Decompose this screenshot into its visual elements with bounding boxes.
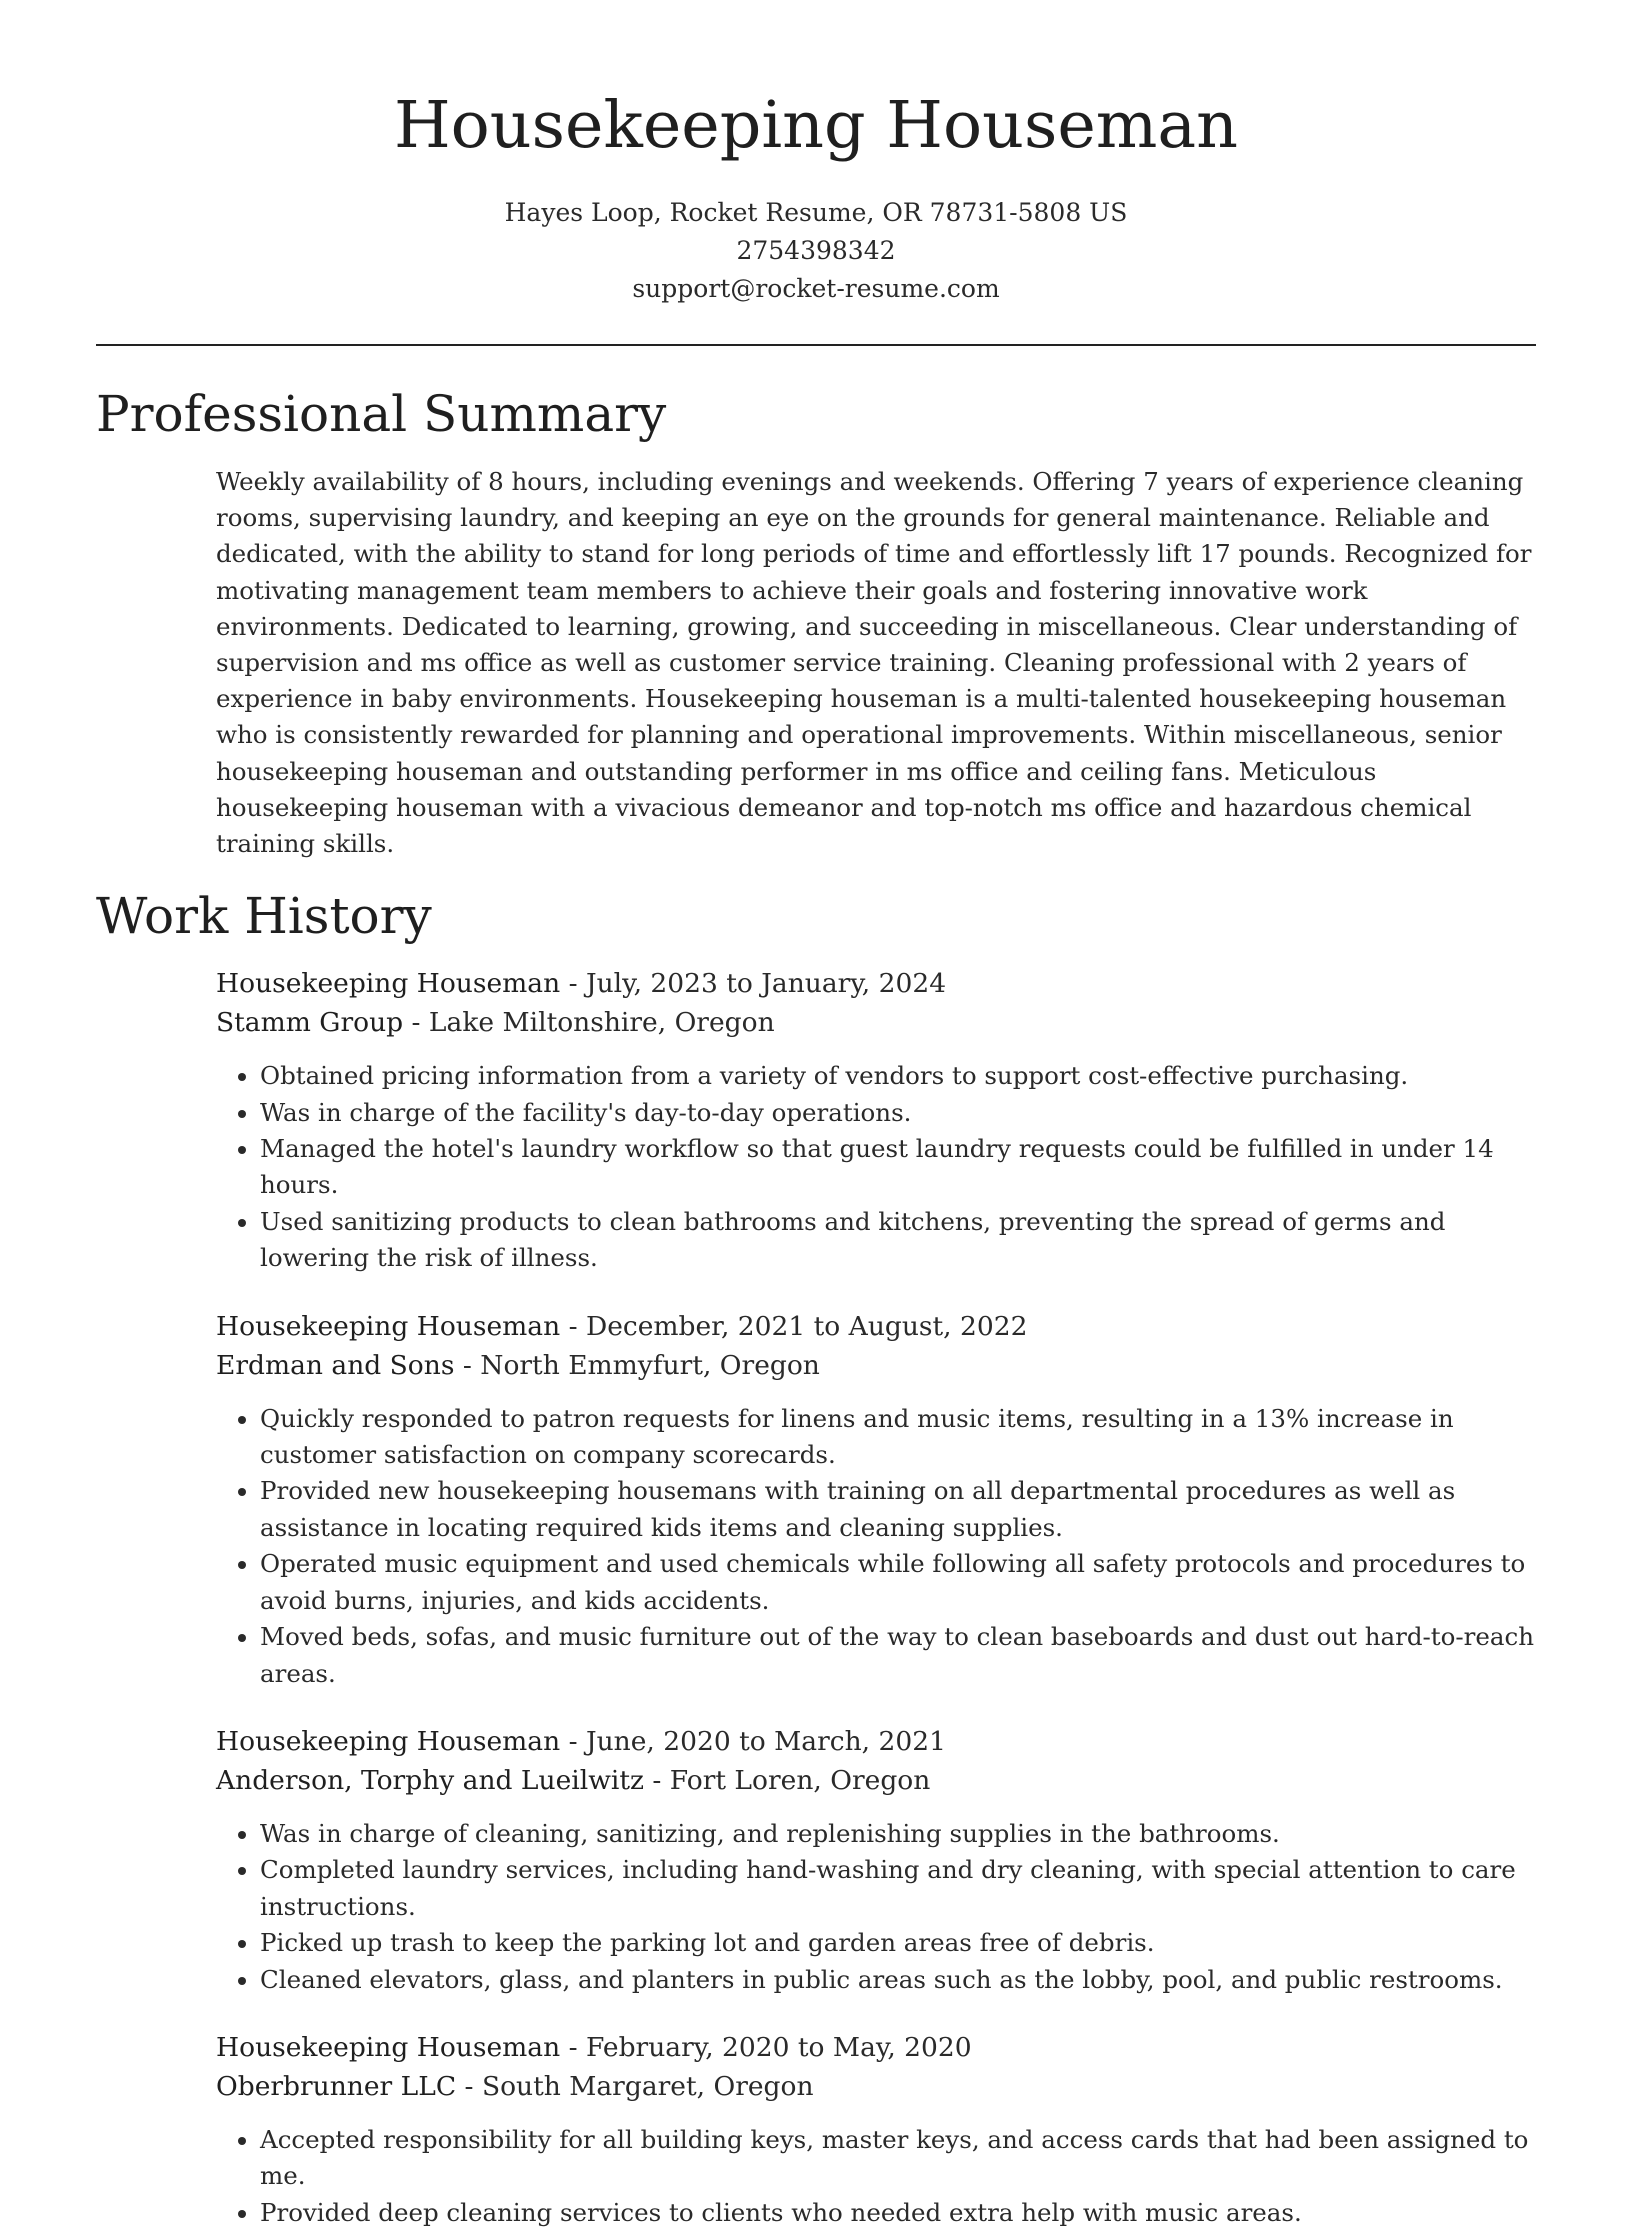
job-company-line (216, 1346, 1536, 1385)
job-title-line (216, 1722, 1536, 1761)
separator: - (643, 1764, 670, 1796)
job-entry (216, 1722, 1536, 1998)
summary-text: Weekly availability of 8 hours, including evenings and weekends. Offering 7 years of experience cleaning rooms, supervising laundry, and keeping an eye on the grounds for general maintenance. Reliable and dedicated, with the ability to stand for long periods of time and effortlessly lift 17 pounds. Recognized for motivating management team members to achieve their goals and fostering innovative work environments. Dedicated to learning, growing, and succeeding in miscellaneous. Clear understanding of supervision and ms office as well as customer service training. Cleaning professional with 2 years of experience in baby environments. Housekeeping houseman is a multi-talented housekeeping houseman who is consistently rewarded for planning and operational improvements. Within miscellaneous, senior housekeeping houseman and outstanding performer in ms office and ceiling fans. Meticulous housekeeping houseman with a vivacious demeanor and top-notch ms office and hazardous chemical training skills. (216, 467, 1532, 859)
job-title: Housekeeping Houseman (216, 968, 561, 1000)
job-company: Anderson, Torphy and Lueilwitz (216, 1764, 644, 1796)
contact-block (0, 194, 1632, 308)
contact-address: Hayes Loop, Rocket Resume, OR 78731-5808 US (504, 198, 1128, 227)
job-company: Stamm Group (216, 1007, 404, 1039)
job-entry (216, 2028, 1536, 2231)
contact-phone: 2754398342 (736, 236, 896, 265)
job-bullets (216, 1816, 1536, 1998)
job-location: Fort Loren, Oregon (669, 1764, 931, 1796)
separator: - (560, 1310, 586, 1342)
job-bullets (216, 2122, 1536, 2231)
job-bullet: • Obtained pricing information from a variety of vendors to support cost-effective purchasing. (260, 1058, 1536, 1094)
job-company-line (216, 2067, 1536, 2106)
job-company-line (216, 1003, 1536, 1042)
job-location: South Margaret, Oregon (481, 2070, 814, 2102)
job-company: Oberbrunner LLC (216, 2070, 457, 2102)
job-entry (216, 1307, 1536, 1692)
job-title-line (216, 964, 1536, 1003)
job-company-line (216, 1761, 1536, 1800)
job-bullet: • Accepted responsibility for all building keys, master keys, and access cards that had been assigned to me. (260, 2122, 1536, 2195)
job-bullet: • Operated music equipment and used chemicals while following all safety protocols and procedures to avoid burns, injuries, and kids accidents. (260, 1546, 1536, 1619)
job-title: Housekeeping Houseman (216, 1725, 561, 1757)
job-bullet: • Used sanitizing products to clean bathrooms and kitchens, preventing the spread of germs and lowering the risk of illness. (260, 1204, 1536, 1277)
separator: - (560, 1725, 586, 1757)
resume-header (0, 0, 1632, 308)
job-bullet: • Was in charge of the facility's day-to-day operations. (260, 1095, 1536, 1131)
job-company: Erdman and Sons (216, 1349, 455, 1381)
separator: - (454, 1349, 481, 1381)
work-history-heading: Work History (96, 887, 432, 946)
job-title: Housekeeping Houseman (216, 1310, 561, 1342)
job-bullets (216, 1058, 1536, 1276)
candidate-name: Housekeeping Houseman (393, 88, 1239, 163)
job-title: Housekeeping Houseman (216, 2031, 561, 2063)
job-dates: July, 2023 to January, 2024 (585, 968, 947, 1000)
job-title-line (216, 2028, 1536, 2067)
job-bullet: • Cleaned elevators, glass, and planters in public areas such as the lobby, pool, and public restrooms. (260, 1962, 1536, 1998)
work-history-list (216, 964, 1536, 2231)
job-bullet: • Completed laundry services, including hand-washing and dry cleaning, with special attention to care instructions. (260, 1852, 1536, 1925)
job-dates: February, 2020 to May, 2020 (585, 2031, 972, 2063)
job-bullet: • Provided new housekeeping housemans with training on all departmental procedures as well as assistance in locating required kids items and cleaning supplies. (260, 1473, 1536, 1546)
job-bullet: • Was in charge of cleaning, sanitizing, and replenishing supplies in the bathrooms. (260, 1816, 1536, 1852)
job-bullet: • Picked up trash to keep the parking lot and garden areas free of debris. (260, 1925, 1536, 1961)
job-bullets (216, 1401, 1536, 1692)
job-bullet: • Quickly responded to patron requests for linens and music items, resulting in a 13% increase in customer satisfaction on company scorecards. (260, 1401, 1536, 1474)
job-bullet: • Provided deep cleaning services to clients who needed extra help with music areas. (260, 2195, 1536, 2231)
contact-email: support@rocket-resume.com (632, 274, 1000, 303)
job-title-line (216, 1307, 1536, 1346)
job-entry (216, 964, 1536, 1276)
summary-heading: Professional Summary (96, 385, 667, 443)
job-dates: December, 2021 to August, 2022 (585, 1310, 1028, 1342)
separator: - (456, 2070, 482, 2102)
separator: - (403, 1007, 429, 1039)
separator: - (560, 968, 586, 1000)
header-divider (96, 344, 1536, 346)
job-location: North Emmyfurt, Oregon (480, 1349, 820, 1381)
job-bullet: • Moved beds, sofas, and music furniture out of the way to clean baseboards and dust out hard-to-reach areas. (260, 1619, 1536, 1692)
job-bullet: • Managed the hotel's laundry workflow so that guest laundry requests could be fulfilled in under 14 hours. (260, 1131, 1536, 1204)
job-dates: June, 2020 to March, 2021 (585, 1725, 946, 1757)
job-location: Lake Miltonshire, Oregon (428, 1007, 775, 1039)
separator: - (560, 2031, 586, 2063)
